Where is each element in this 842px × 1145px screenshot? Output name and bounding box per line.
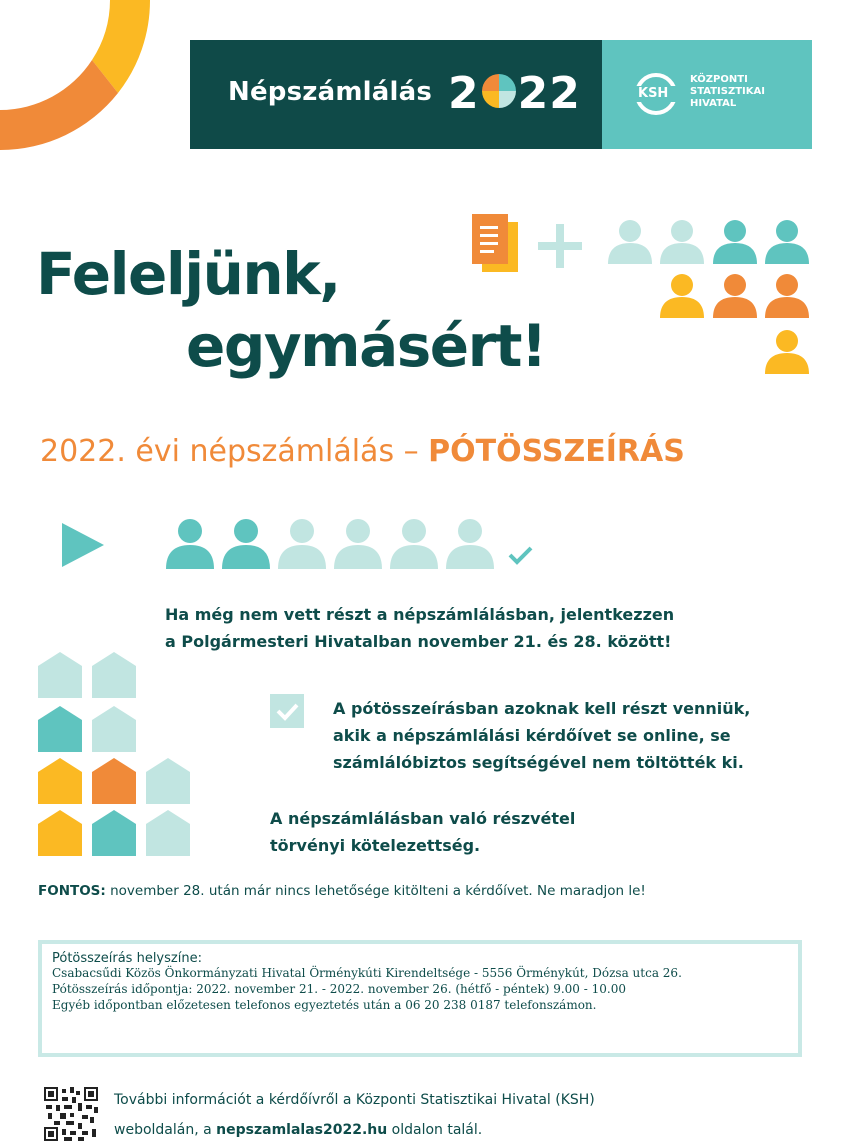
person-icon [222, 519, 270, 569]
census-year [448, 68, 581, 119]
more-info-text: weboldalán, a [114, 1122, 217, 1138]
person-icon [278, 519, 326, 569]
play-arrow-icon [62, 523, 104, 567]
headline [36, 238, 546, 382]
ksh-abbr: KSH [638, 86, 669, 101]
text-line: számlálóbiztos segítségével nem töltötték ki. [333, 753, 744, 772]
house-icon [92, 706, 136, 752]
person-icon [166, 519, 214, 569]
person-icon [660, 220, 704, 264]
location-phone-note: Egyéb időpontban előzetesen telefonos egyeztetés után a 06 20 238 0187 telefonszámon. [52, 998, 597, 1012]
location-schedule: Pótösszeírás időpontja: 2022. november 21. - 2022. november 26. (hétfő - péntek) 9.00 - 10.00 [52, 982, 626, 996]
person-icon [334, 519, 382, 569]
person-icon [713, 274, 757, 318]
house-icon [38, 810, 82, 856]
house-icon [146, 758, 190, 804]
location-box [38, 940, 802, 1057]
person-icon [660, 274, 704, 318]
text-line: akik a népszámlálási kérdőívet se online, se [333, 726, 731, 745]
house-icon [38, 652, 82, 698]
house-icon [146, 810, 190, 856]
obligation-text [270, 805, 670, 859]
house-icon [38, 706, 82, 752]
text-line: A népszámlálásban való részvétel [270, 809, 576, 828]
headline-line-2: egymásért! [186, 312, 546, 380]
join-instruction [165, 601, 745, 655]
person-icon [765, 330, 809, 374]
qr-code[interactable] [44, 1087, 98, 1141]
headline-line-1: Feleljünk, [36, 240, 340, 308]
ksh-name-line: KÖZPONTI [690, 74, 748, 85]
person-icon [765, 220, 809, 264]
important-text: november 28. után már nincs lehetősége kitölteni a kérdőívet. Ne maradjon le! [105, 883, 646, 899]
location-title: Pótösszeírás helyszíne: [52, 951, 202, 966]
census-pie-icon [481, 72, 517, 110]
subheading-text: 2022. évi népszámlálás – [40, 434, 429, 469]
person-icon [390, 519, 438, 569]
ksh-name-line: STATISZTIKAI [690, 86, 765, 97]
text-line: Ha még nem vett részt a népszámlálásban, jelentkezzen [165, 605, 675, 624]
eligibility-text [333, 695, 783, 776]
header-banner [190, 40, 812, 149]
website-link[interactable]: nepszamlalas2022.hu [216, 1122, 388, 1138]
ksh-name-line: HIVATAL [690, 98, 737, 109]
progress-illustration [60, 515, 540, 575]
ksh-name [690, 74, 765, 110]
checkmark-icon [510, 548, 531, 562]
person-icon [446, 519, 494, 569]
house-icon [92, 652, 136, 698]
house-icon [92, 758, 136, 804]
person-icon [765, 274, 809, 318]
person-icon [608, 220, 652, 264]
checkbox-icon [270, 694, 304, 728]
ksh-logo [602, 40, 812, 149]
subheading [40, 434, 685, 469]
year-first-digit: 2 [448, 68, 480, 119]
house-icon [38, 758, 82, 804]
year-last-digits: 22 [517, 68, 581, 119]
person-icon [713, 220, 757, 264]
text-line: törvényi kötelezettség. [270, 836, 481, 855]
more-info-text: oldalon talál. [387, 1122, 483, 1138]
census-logo [190, 40, 602, 149]
houses-illustration [36, 652, 196, 858]
census-word: Népszámlálás [228, 77, 433, 107]
important-notice [38, 883, 646, 899]
important-label: FONTOS: [38, 883, 106, 899]
house-icon [92, 810, 136, 856]
more-info-line: További információt a kérdőívről a Központi Statisztikai Hivatal (KSH) [114, 1092, 595, 1108]
more-info [114, 1085, 595, 1145]
location-address: Csabacsűdi Közös Önkormányzati Hivatal Örménykúti Kirendeltsége - 5556 Örménykút, Dózsa utca 26. [52, 966, 682, 980]
text-line: a Polgármesteri Hivatalban november 21. és 28. között! [165, 632, 672, 651]
subheading-emphasis: PÓTÖSSZEÍRÁS [428, 434, 685, 469]
text-line: A pótösszeírásban azoknak kell részt venniük, [333, 699, 751, 718]
decorative-arc [0, 0, 160, 160]
